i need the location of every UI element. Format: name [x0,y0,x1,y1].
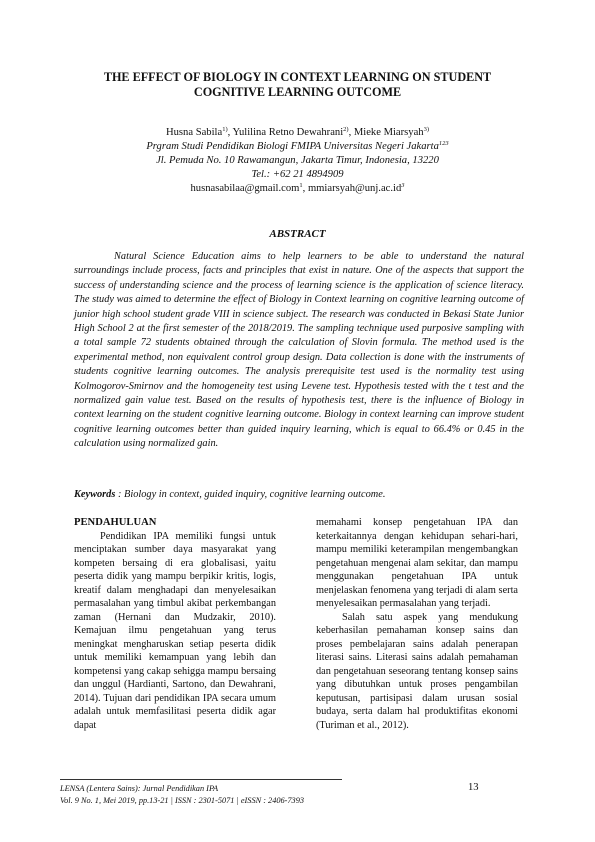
author-block [60,126,535,196]
author-2: Yulilina Retno Dewahrani [232,127,344,138]
email-1-marker: 1 [299,182,303,189]
address: Jl. Pemuda No. 10 Rawamangun, Jakarta Timur, Indonesia, 13220 [156,155,439,166]
author-names [60,126,535,140]
intro-paragraph-1-continued: memahami konsep pengetahuan IPA dan keterkaitannya dengan kehidupan sehari-hari, mampu memiliki keterampilan mengembangkan pengetahuan mengenai alam sekitar, dan mampu menggunakan pengetahuan IPA untuk menjelaskan fenomena yang terjadi di alam serta menyelesaikan permasalahan yang terjadi. [316,517,518,609]
intro-paragraph-2: Salah satu aspek yang mendukung keberhasilan pemahaman konsep sains dan proses pembelajaran sains adalah penerapan literasi sains. Literasi sains adalah pemahaman dan pengetahuan seseorang tentang konsep sains yang dibutuhkan untuk proses pengambilan keputusan, partisipasi dalam urusan sosial budaya, serta dalam hal produktifitas ekonomi (Turiman et al., 2012). [316,611,518,731]
email-2[interactable]: mmiarsyah@unj.ac.id [307,183,402,194]
keywords-text: Biology in context, guided inquiry, cognitive learning outcome. [124,489,386,500]
author-separator-2: , [348,127,354,138]
author-3: Mieke Miarsyah [353,127,424,138]
email-2-marker: 3 [401,182,405,189]
author-separator-1: , [227,127,233,138]
intro-paragraph-1: Pendidikan IPA memiliki fungsi untuk menciptakan sumber daya masyarakat yang kompeten bersaing di era globalisasi, yaitu peserta didik yang mampu berpikir kritis, logis, kreatif dalam menghadapi dan menyelesaikan permasalahan yang timbul akibat perkembangan zaman (Hernani dan Mudzakir, 2010). Kemajuan ilmu pengetahuan yang terus meningkat mengharuskan setiap peserta didik untuk memiliki kemampuan yang lebih dan kompetensi yang cakap sehigga mampu bersaing dan unggul (Hardianti, Sartono, dan Dewahrani, 2014). Tujuan dari pendidikan IPA secara umum adalah untuk memfasilitasi peserta didik agar dapat [74,530,276,731]
email-separator: , [302,183,308,194]
author-2-marker: 2) [343,126,349,133]
section-heading: PENDAHULUAN [74,517,157,528]
emails [60,182,535,196]
body-column-left [74,516,276,732]
body-column-right [316,516,518,732]
paper-title [60,70,535,100]
keywords-separator: : [115,489,124,500]
affiliation-marker: 123 [438,140,449,147]
author-1-marker: 1) [222,126,228,133]
page-number: 13 [468,782,479,793]
journal-volume: Vol. 9 No. 1, Mei 2019, pp.13-21 | ISSN : 2301-5071 | eISSN : 2406-7393 [60,796,304,805]
keywords [74,488,534,502]
author-3-marker: 3) [423,126,430,133]
title-line-1: THE EFFECT OF BIOLOGY IN CONTEXT LEARNING ON STUDENT [103,70,492,84]
keywords-label: Keywords [74,489,116,500]
journal-footer [60,783,304,807]
author-1: Husna Sabila [165,127,223,138]
telephone: Tel.: +62 21 4894909 [251,169,344,180]
title-line-2: COGNITIVE LEARNING OUTCOME [193,85,402,99]
email-1[interactable]: husnasabilaa@gmail.com [190,183,300,194]
abstract-heading: ABSTRACT [269,228,326,240]
footer-rule [60,779,342,780]
journal-name: LENSA (Lentera Sains): Jurnal Pendidikan IPA [60,784,219,793]
affiliation [60,140,535,154]
affiliation-text: Prgram Studi Pendidikan Biologi FMIPA Universitas Negeri Jakarta [146,141,439,152]
abstract-text: Natural Science Education aims to help learners to be able to understand the natural surroundings include process, facts and principles that exist in nature. One of the aspects that support the success of understanding science and the process of learning science is the application of science literacy. The study was aimed to determine the effect of Biology in Context learning on cognitive learning outcome of junior high school student grade VIII in science subject. The research was conducted in Bekasi State Junior High School 2 at the first semester of the 2018/2019. The sampling technique used purposive sampling with a total sample 72 students obtained through the calculation of Slovin formula. The method used is the experimental method, non equivalent control group design. Data collection is done with the instruments of students cognitive learning outcomes. The analysis prerequisite test used is the normality test using Kolmogorov-Smirnov and the homogeneity test using Levene test. Hypothesis tested with the t test and the normalized gain value test. Based on the results of hypothesis test, there is the influence of Biology in context learning on the student cognitive learning outcome. Biology in context learning can improve student cognitive learning outcomes better than guided inquiry learning, which is equal to 66.4% or 0.45 in the calculation using normalized gain. [74,251,524,450]
